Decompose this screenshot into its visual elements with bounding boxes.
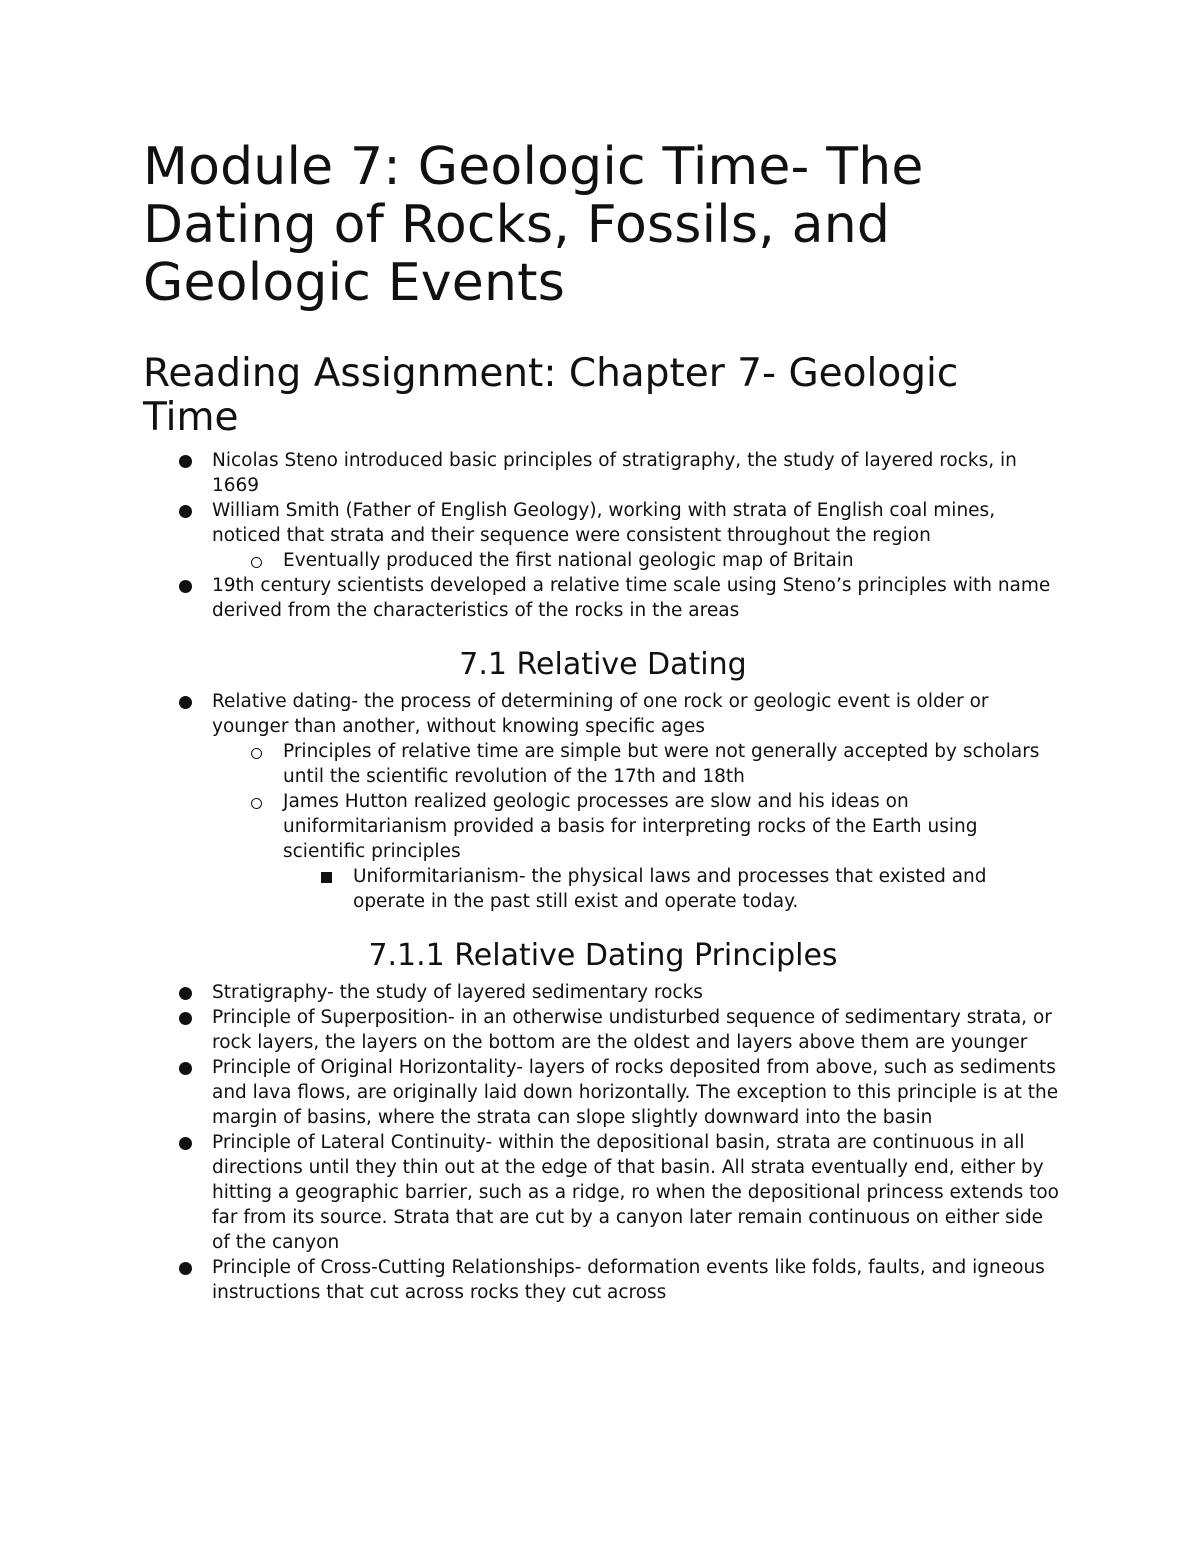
list-item: [143, 980, 1063, 1005]
bullet-square-icon: [317, 864, 337, 889]
relative-dating-principles-list: [143, 980, 1063, 1305]
list-item: [143, 739, 1063, 789]
list-item-text: James Hutton realized geologic processes are slow and his ideas on uniformitarianism provided a basis for interpreting rocks of the Earth using scientific principles: [283, 791, 978, 862]
list-item-text: Uniformitarianism- the physical laws and processes that existed and operate in the past still exist and operate today.: [353, 866, 987, 912]
document-page: [143, 138, 1063, 1305]
list-item-text: Principle of Lateral Continuity- within the depositional basin, strata are continuous in all directions until they thin out at the edge of that basin. All strata eventually end, either by hitting a geographic barrier, such as a ridge, ro when the depositional princess extends too far from its source. Strata that are cut by a canyon later remain continuous on either side of the canyon: [212, 1132, 1059, 1253]
bullet-disc-icon: [176, 689, 196, 714]
bullet-disc-icon: [176, 448, 196, 473]
bullet-disc-icon: [176, 980, 196, 1005]
list-item: [143, 498, 1063, 548]
bullet-circle-icon: [247, 548, 267, 573]
relative-dating-list: [143, 689, 1063, 914]
list-item: [143, 1055, 1063, 1130]
document-title: Module 7: Geologic Time- The Dating of Rocks, Fossils, and Geologic Events: [143, 137, 924, 313]
list-item-text: William Smith (Father of English Geology), working with strata of English coal mines, noticed that strata and their sequence were consistent throughout the region: [212, 500, 996, 546]
list-item-text: Principle of Superposition- in an otherwise undisturbed sequence of sedimentary strata, or rock layers, the layers on the bottom are the oldest and layers above them are younger: [212, 1007, 1052, 1053]
bullet-circle-icon: [247, 789, 267, 814]
bullet-disc-icon: [176, 573, 196, 598]
bullet-disc-icon: [176, 1055, 196, 1080]
list-item: [143, 573, 1063, 623]
list-item: [143, 1255, 1063, 1305]
reading-assignment-list: [143, 448, 1063, 623]
reading-assignment-heading: Reading Assignment: Chapter 7- Geologic Time: [143, 351, 959, 440]
list-item-text: 19th century scientists developed a relative time scale using Steno’s principles with name derived from the characteristics of the rocks in the areas: [212, 575, 1051, 621]
list-item-text: Stratigraphy- the study of layered sedimentary rocks: [212, 982, 703, 1003]
list-item: [143, 864, 1063, 914]
bullet-disc-icon: [176, 1130, 196, 1155]
list-item-text: Principle of Original Horizontality- layers of rocks deposited from above, such as sediments and lava flows, are originally laid down horizontally. The exception to this principle is at the margin of basins, where the strata can slope slightly downward into the basin: [212, 1057, 1059, 1128]
bullet-disc-icon: [176, 498, 196, 523]
list-item-text: Principles of relative time are simple but were not generally accepted by scholars until the scientific revolution of the 17th and 18th: [283, 741, 1040, 787]
list-item: [143, 789, 1063, 864]
bullet-disc-icon: [176, 1005, 196, 1030]
relative-dating-heading: 7.1 Relative Dating: [459, 647, 747, 682]
list-item-text: Relative dating- the process of determining of one rock or geologic event is older or younger than another, without knowing specific ages: [212, 691, 989, 737]
bullet-disc-icon: [176, 1255, 196, 1280]
list-item: [143, 1005, 1063, 1055]
list-item: [143, 689, 1063, 739]
list-item: [143, 1130, 1063, 1255]
list-item-text: Eventually produced the first national geologic map of Britain: [283, 550, 854, 571]
list-item: [143, 448, 1063, 498]
list-item: [143, 548, 1063, 573]
relative-dating-principles-heading: 7.1.1 Relative Dating Principles: [368, 938, 838, 973]
bullet-circle-icon: [247, 739, 267, 764]
list-item-text: Principle of Cross-Cutting Relationships- deformation events like folds, faults, and igneous instructions that cut across rocks they cut across: [212, 1257, 1045, 1303]
list-item-text: Nicolas Steno introduced basic principles of stratigraphy, the study of layered rocks, in 1669: [212, 450, 1017, 496]
